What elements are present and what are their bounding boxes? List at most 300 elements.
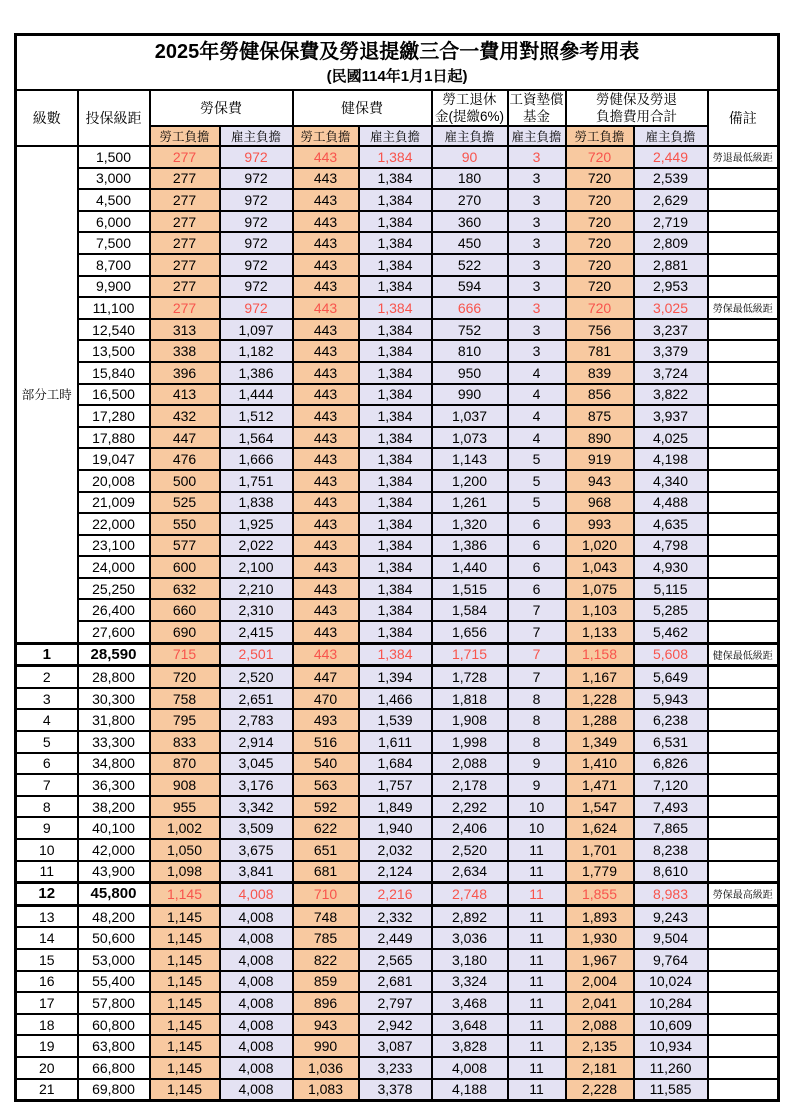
fee-value-cell: 443 <box>293 297 359 319</box>
table-row <box>16 666 779 688</box>
table-row <box>16 319 779 341</box>
bracket-cell: 13,500 <box>78 340 150 362</box>
fee-value-cell: 1,143 <box>432 448 508 470</box>
page-subtitle: (民國114年1月1日起) <box>326 67 468 85</box>
fee-value-cell: 1,384 <box>359 276 432 298</box>
bracket-cell: 1,500 <box>78 146 150 168</box>
fee-value-cell: 1,384 <box>359 168 432 190</box>
fee-value-cell: 752 <box>432 319 508 341</box>
note-cell <box>708 709 779 731</box>
bracket-cell: 55,400 <box>78 971 150 993</box>
fee-value-cell: 2,004 <box>566 971 634 993</box>
table-row <box>16 753 779 775</box>
fee-value-cell: 1,701 <box>566 839 634 861</box>
fee-value-cell: 3 <box>508 297 566 319</box>
fee-value-cell: 1,757 <box>359 774 432 796</box>
fee-value-cell: 4,008 <box>220 992 293 1014</box>
fee-value-cell: 1,145 <box>150 1079 220 1101</box>
fee-value-cell: 10,284 <box>634 992 708 1014</box>
bracket-cell: 40,100 <box>78 817 150 839</box>
fee-value-cell: 870 <box>150 753 220 775</box>
fee-value-cell: 715 <box>150 643 220 666</box>
level-cell: 21 <box>16 1079 78 1101</box>
table-row <box>16 168 779 190</box>
table-row <box>16 839 779 861</box>
fee-value-cell: 990 <box>432 384 508 406</box>
fee-value-cell: 972 <box>220 232 293 254</box>
fee-value-cell: 1,133 <box>566 621 634 643</box>
fee-value-cell: 810 <box>432 340 508 362</box>
fee-value-cell: 1,466 <box>359 688 432 710</box>
table-row <box>16 297 779 319</box>
fee-value-cell: 1,083 <box>293 1079 359 1101</box>
fee-value-cell: 11 <box>508 1035 566 1057</box>
level-cell: 14 <box>16 927 78 949</box>
fee-value-cell: 710 <box>293 883 359 906</box>
level-cell: 11 <box>16 861 78 883</box>
header-labor-insurance: 勞保費 <box>150 90 293 126</box>
fee-value-cell: 5 <box>508 470 566 492</box>
level-cell: 19 <box>16 1035 78 1057</box>
fee-value-cell: 1,145 <box>150 1057 220 1079</box>
bracket-cell: 23,100 <box>78 535 150 557</box>
fee-value-cell: 7 <box>508 599 566 621</box>
note-cell <box>708 254 779 276</box>
fee-value-cell: 4 <box>508 384 566 406</box>
fee-value-cell: 1,384 <box>359 384 432 406</box>
fee-value-cell: 2,748 <box>432 883 508 906</box>
level-cell: 5 <box>16 731 78 753</box>
level-cell: 17 <box>16 992 78 1014</box>
bracket-cell: 19,047 <box>78 448 150 470</box>
fee-value-cell: 443 <box>293 599 359 621</box>
fee-value-cell: 1,145 <box>150 1014 220 1036</box>
fee-value-cell: 1,410 <box>566 753 634 775</box>
table-row <box>16 774 779 796</box>
fee-value-cell: 1,384 <box>359 621 432 643</box>
fee-value-cell: 3,822 <box>634 384 708 406</box>
fee-value-cell: 2,178 <box>432 774 508 796</box>
fee-value-cell: 6,531 <box>634 731 708 753</box>
fee-value-cell: 3,324 <box>432 971 508 993</box>
fee-value-cell: 1,145 <box>150 949 220 971</box>
level-cell: 7 <box>16 774 78 796</box>
fee-value-cell: 3,036 <box>432 927 508 949</box>
fee-value-cell: 443 <box>293 189 359 211</box>
fee-value-cell: 1,584 <box>432 599 508 621</box>
fee-value-cell: 443 <box>293 146 359 168</box>
table-row <box>16 276 779 298</box>
table-row <box>16 817 779 839</box>
header-wage-fund-employer-share: 雇主負擔 <box>508 126 566 146</box>
bracket-cell: 15,840 <box>78 362 150 384</box>
bracket-cell: 7,500 <box>78 232 150 254</box>
fee-value-cell: 1,384 <box>359 556 432 578</box>
table-row <box>16 513 779 535</box>
fee-value-cell: 972 <box>220 276 293 298</box>
level-cell: 2 <box>16 666 78 688</box>
fee-value-cell: 1,779 <box>566 861 634 883</box>
fee-value-cell: 758 <box>150 688 220 710</box>
header-pension <box>432 90 508 126</box>
fee-value-cell: 666 <box>432 297 508 319</box>
fee-value-cell: 2,809 <box>634 232 708 254</box>
fee-value-cell: 443 <box>293 232 359 254</box>
note-cell <box>708 556 779 578</box>
level-cell: 18 <box>16 1014 78 1036</box>
note-cell <box>708 861 779 883</box>
table-row <box>16 384 779 406</box>
fee-value-cell: 3,237 <box>634 319 708 341</box>
bracket-cell: 36,300 <box>78 774 150 796</box>
fee-value-cell: 3,468 <box>432 992 508 1014</box>
fee-value-cell: 1,043 <box>566 556 634 578</box>
fee-value-cell: 859 <box>293 971 359 993</box>
fee-value-cell: 720 <box>566 146 634 168</box>
fee-value-cell: 6 <box>508 513 566 535</box>
fee-value-cell: 1,925 <box>220 513 293 535</box>
fee-value-cell: 2,449 <box>359 927 432 949</box>
fee-value-cell: 1,384 <box>359 211 432 233</box>
title-row <box>16 35 779 91</box>
note-cell <box>708 927 779 949</box>
fee-value-cell: 1,386 <box>220 362 293 384</box>
fee-value-cell: 443 <box>293 384 359 406</box>
fee-value-cell: 443 <box>293 556 359 578</box>
fee-value-cell: 993 <box>566 513 634 535</box>
fee-value-cell: 968 <box>566 492 634 514</box>
fee-value-cell: 1,818 <box>432 688 508 710</box>
fee-value-cell: 720 <box>566 189 634 211</box>
fee-value-cell: 550 <box>150 513 220 535</box>
fee-value-cell: 833 <box>150 731 220 753</box>
fee-value-cell: 2,892 <box>432 905 508 927</box>
bracket-cell: 57,800 <box>78 992 150 1014</box>
fee-value-cell: 3,828 <box>432 1035 508 1057</box>
table-row <box>16 232 779 254</box>
fee-value-cell: 1,145 <box>150 971 220 993</box>
fee-value-cell: 443 <box>293 319 359 341</box>
fee-value-cell: 720 <box>566 276 634 298</box>
fee-value-cell: 9 <box>508 774 566 796</box>
bracket-cell: 66,800 <box>78 1057 150 1079</box>
fee-value-cell: 972 <box>220 254 293 276</box>
fee-value-cell: 1,855 <box>566 883 634 906</box>
table-row <box>16 949 779 971</box>
note-cell <box>708 1057 779 1079</box>
fee-value-cell: 2,406 <box>432 817 508 839</box>
fee-value-cell: 1,564 <box>220 427 293 449</box>
fee-value-cell: 443 <box>293 340 359 362</box>
note-cell <box>708 949 779 971</box>
header-health-employer-share: 雇主負擔 <box>359 126 432 146</box>
table-row <box>16 1014 779 1036</box>
fee-value-cell: 4,798 <box>634 535 708 557</box>
fee-value-cell: 1,145 <box>150 883 220 906</box>
fee-value-cell: 3,176 <box>220 774 293 796</box>
fee-value-cell: 720 <box>566 211 634 233</box>
fee-value-cell: 1,384 <box>359 189 432 211</box>
fee-value-cell: 972 <box>220 297 293 319</box>
fee-value-cell: 11 <box>508 1014 566 1036</box>
fee-value-cell: 396 <box>150 362 220 384</box>
fee-value-cell: 1,145 <box>150 927 220 949</box>
fee-value-cell: 1,320 <box>432 513 508 535</box>
fee-value-cell: 6 <box>508 535 566 557</box>
fee-value-cell: 9,764 <box>634 949 708 971</box>
fee-value-cell: 2,135 <box>566 1035 634 1057</box>
fee-value-cell: 2,041 <box>566 992 634 1014</box>
fee-value-cell: 443 <box>293 168 359 190</box>
fee-value-cell: 540 <box>293 753 359 775</box>
fee-value-cell: 1,167 <box>566 666 634 688</box>
fee-value-cell: 11 <box>508 927 566 949</box>
level-cell: 10 <box>16 839 78 861</box>
fee-value-cell: 360 <box>432 211 508 233</box>
table-row <box>16 448 779 470</box>
fee-value-cell: 5,462 <box>634 621 708 643</box>
header-total <box>566 90 708 126</box>
level-cell: 13 <box>16 905 78 927</box>
part-time-level-cell: 部分工時 <box>16 146 78 643</box>
fee-value-cell: 313 <box>150 319 220 341</box>
fee-value-cell: 5 <box>508 492 566 514</box>
fee-value-cell: 7,120 <box>634 774 708 796</box>
fee-value-cell: 1,228 <box>566 688 634 710</box>
fee-value-cell: 4,340 <box>634 470 708 492</box>
fee-value-cell: 277 <box>150 254 220 276</box>
fee-value-cell: 1,145 <box>150 1035 220 1057</box>
fee-value-cell: 720 <box>566 254 634 276</box>
note-cell <box>708 971 779 993</box>
fee-value-cell: 11,260 <box>634 1057 708 1079</box>
fee-value-cell: 3,233 <box>359 1057 432 1079</box>
fee-value-cell: 972 <box>220 168 293 190</box>
fee-value-cell: 1,751 <box>220 470 293 492</box>
fee-value-cell: 1,728 <box>432 666 508 688</box>
fee-value-cell: 592 <box>293 796 359 818</box>
table-row <box>16 535 779 557</box>
bracket-cell: 28,800 <box>78 666 150 688</box>
fee-value-cell: 3,937 <box>634 405 708 427</box>
fee-value-cell: 1,384 <box>359 362 432 384</box>
fee-value-cell: 11 <box>508 1079 566 1101</box>
fee-value-cell: 972 <box>220 146 293 168</box>
bracket-cell: 16,500 <box>78 384 150 406</box>
bracket-cell: 60,800 <box>78 1014 150 1036</box>
fee-value-cell: 277 <box>150 297 220 319</box>
table-row <box>16 578 779 600</box>
fee-value-cell: 1,384 <box>359 297 432 319</box>
fee-value-cell: 890 <box>566 427 634 449</box>
fee-value-cell: 2,797 <box>359 992 432 1014</box>
fee-value-cell: 4,188 <box>432 1079 508 1101</box>
fee-value-cell: 2,719 <box>634 211 708 233</box>
fee-value-cell: 443 <box>293 427 359 449</box>
fee-value-cell: 7,865 <box>634 817 708 839</box>
fee-value-cell: 1,930 <box>566 927 634 949</box>
fee-value-cell: 3 <box>508 340 566 362</box>
table-row <box>16 883 779 906</box>
header-wage-fund-line2: 基金 <box>523 109 550 124</box>
fee-value-cell: 3,648 <box>432 1014 508 1036</box>
fee-value-cell: 3,180 <box>432 949 508 971</box>
fee-value-cell: 1,440 <box>432 556 508 578</box>
table-row <box>16 905 779 927</box>
table-row <box>16 189 779 211</box>
fee-value-cell: 2,310 <box>220 599 293 621</box>
note-cell <box>708 189 779 211</box>
fee-value-cell: 1,182 <box>220 340 293 362</box>
fee-value-cell: 2,681 <box>359 971 432 993</box>
fee-value-cell: 443 <box>293 405 359 427</box>
fee-value-cell: 338 <box>150 340 220 362</box>
fee-value-cell: 1,384 <box>359 448 432 470</box>
fee-value-cell: 1,158 <box>566 643 634 666</box>
fee-value-cell: 1,384 <box>359 513 432 535</box>
level-cell: 9 <box>16 817 78 839</box>
fee-value-cell: 2,100 <box>220 556 293 578</box>
fee-value-cell: 720 <box>150 666 220 688</box>
fee-value-cell: 2,953 <box>634 276 708 298</box>
bracket-cell: 48,200 <box>78 905 150 927</box>
fee-value-cell: 9,243 <box>634 905 708 927</box>
note-cell <box>708 621 779 643</box>
header-health-insurance: 健保費 <box>293 90 432 126</box>
fee-value-cell: 1,145 <box>150 992 220 1014</box>
fee-value-cell: 3 <box>508 168 566 190</box>
table-body <box>16 146 779 1101</box>
fee-value-cell: 11 <box>508 839 566 861</box>
fee-value-cell: 795 <box>150 709 220 731</box>
fee-value-cell: 3,045 <box>220 753 293 775</box>
fee-value-cell: 522 <box>432 254 508 276</box>
fee-value-cell: 1,384 <box>359 599 432 621</box>
fee-value-cell: 2,783 <box>220 709 293 731</box>
fee-value-cell: 4,025 <box>634 427 708 449</box>
fee-value-cell: 443 <box>293 492 359 514</box>
note-cell <box>708 992 779 1014</box>
fee-value-cell: 90 <box>432 146 508 168</box>
fee-value-cell: 1,384 <box>359 492 432 514</box>
fee-value-cell: 11 <box>508 861 566 883</box>
fee-value-cell: 1,940 <box>359 817 432 839</box>
bracket-cell: 28,590 <box>78 643 150 666</box>
fee-value-cell: 1,893 <box>566 905 634 927</box>
fee-value-cell: 3,342 <box>220 796 293 818</box>
fee-value-cell: 443 <box>293 211 359 233</box>
fee-value-cell: 1,666 <box>220 448 293 470</box>
note-cell <box>708 448 779 470</box>
fee-value-cell: 8,238 <box>634 839 708 861</box>
fee-value-cell: 1,386 <box>432 535 508 557</box>
fee-value-cell: 4 <box>508 362 566 384</box>
fee-value-cell: 8,610 <box>634 861 708 883</box>
fee-value-cell: 493 <box>293 709 359 731</box>
fee-value-cell: 1,103 <box>566 599 634 621</box>
fee-value-cell: 1,611 <box>359 731 432 753</box>
table-row <box>16 599 779 621</box>
note-cell <box>708 599 779 621</box>
note-cell <box>708 578 779 600</box>
note-cell <box>708 774 779 796</box>
fee-value-cell: 470 <box>293 688 359 710</box>
fee-value-cell: 2,210 <box>220 578 293 600</box>
note-cell <box>708 1079 779 1101</box>
level-cell: 20 <box>16 1057 78 1079</box>
fee-value-cell: 1,288 <box>566 709 634 731</box>
fee-value-cell: 1,394 <box>359 666 432 688</box>
header-pension-employer-share: 雇主負擔 <box>432 126 508 146</box>
fee-value-cell: 1,384 <box>359 405 432 427</box>
fee-value-cell: 720 <box>566 297 634 319</box>
fee-value-cell: 972 <box>220 211 293 233</box>
table-row <box>16 971 779 993</box>
fee-value-cell: 2,449 <box>634 146 708 168</box>
fee-value-cell: 5,115 <box>634 578 708 600</box>
fee-value-cell: 4,008 <box>220 971 293 993</box>
bracket-cell: 34,800 <box>78 753 150 775</box>
table-row <box>16 688 779 710</box>
fee-value-cell: 4,635 <box>634 513 708 535</box>
fee-value-cell: 2,032 <box>359 839 432 861</box>
fee-value-cell: 2,881 <box>634 254 708 276</box>
header-health-employee-share: 勞工負擔 <box>293 126 359 146</box>
note-cell <box>708 427 779 449</box>
note-cell <box>708 688 779 710</box>
fee-value-cell: 1,036 <box>293 1057 359 1079</box>
fee-value-cell: 11,585 <box>634 1079 708 1101</box>
fee-value-cell: 1,539 <box>359 709 432 731</box>
note-cell: 健保最低級距 <box>708 643 779 666</box>
fee-value-cell: 4,488 <box>634 492 708 514</box>
fee-value-cell: 3 <box>508 232 566 254</box>
fee-value-cell: 4,008 <box>432 1057 508 1079</box>
fee-value-cell: 720 <box>566 232 634 254</box>
fee-value-cell: 1,384 <box>359 340 432 362</box>
fee-value-cell: 3 <box>508 211 566 233</box>
fee-value-cell: 632 <box>150 578 220 600</box>
fee-value-cell: 2,088 <box>432 753 508 775</box>
fee-value-cell: 856 <box>566 384 634 406</box>
level-cell: 16 <box>16 971 78 993</box>
fee-value-cell: 1,547 <box>566 796 634 818</box>
table-row <box>16 1035 779 1057</box>
fee-value-cell: 577 <box>150 535 220 557</box>
fee-value-cell: 1,512 <box>220 405 293 427</box>
fee-value-cell: 2,634 <box>432 861 508 883</box>
note-cell <box>708 232 779 254</box>
bracket-cell: 11,100 <box>78 297 150 319</box>
note-cell <box>708 319 779 341</box>
table-row <box>16 427 779 449</box>
note-cell <box>708 753 779 775</box>
note-cell <box>708 168 779 190</box>
fee-value-cell: 11 <box>508 949 566 971</box>
header-total-line2: 負擔費用合計 <box>596 109 677 124</box>
bracket-cell: 21,009 <box>78 492 150 514</box>
fee-value-cell: 1,075 <box>566 578 634 600</box>
level-cell: 3 <box>16 688 78 710</box>
table-row <box>16 992 779 1014</box>
bracket-cell: 25,250 <box>78 578 150 600</box>
fee-value-cell: 525 <box>150 492 220 514</box>
fee-value-cell: 8,983 <box>634 883 708 906</box>
fee-value-cell: 4,008 <box>220 1035 293 1057</box>
fee-value-cell: 11 <box>508 1057 566 1079</box>
note-cell <box>708 340 779 362</box>
fee-value-cell: 10,609 <box>634 1014 708 1036</box>
